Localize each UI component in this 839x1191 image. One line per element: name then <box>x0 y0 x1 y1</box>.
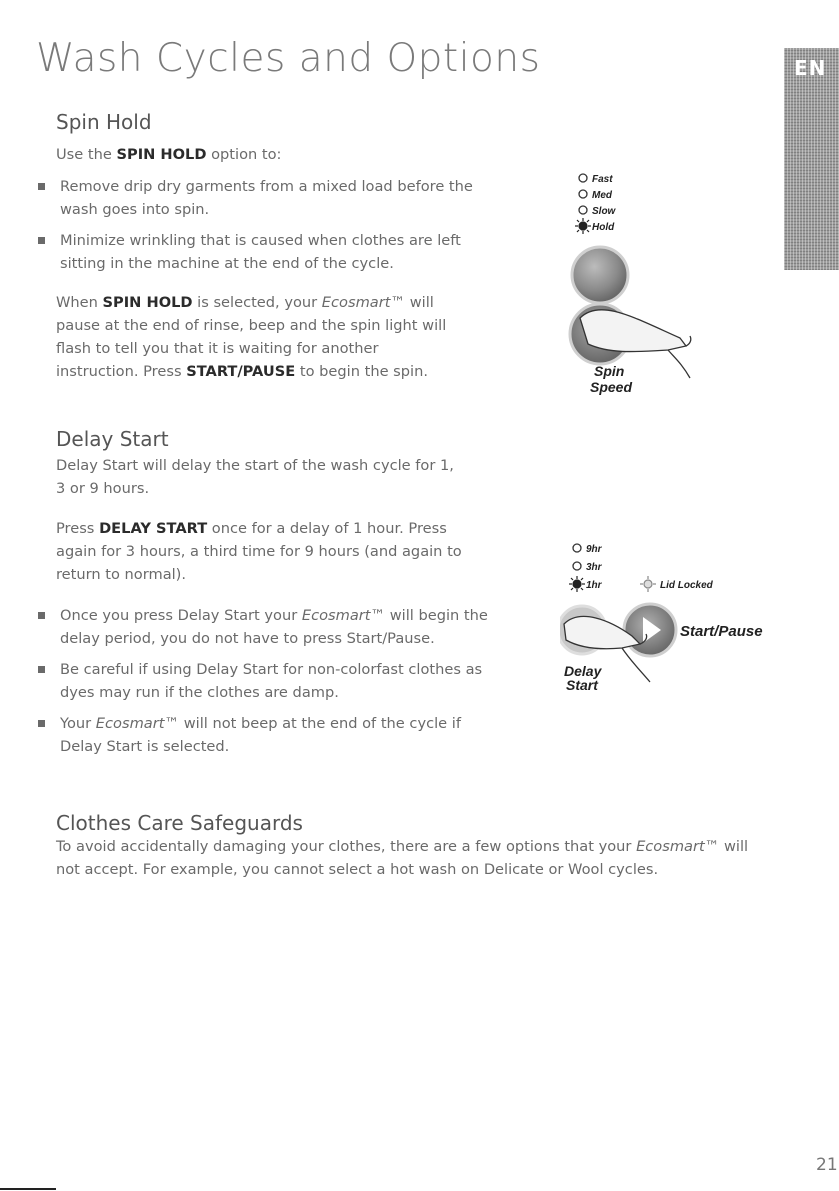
delay-start-intro: Delay Start will delay the start of the wash cycle for 1, 3 or 9 hours. <box>56 457 454 497</box>
option-label: 9hr <box>586 544 602 555</box>
button-label: Spin <box>594 363 625 379</box>
button-label: Speed <box>590 379 633 395</box>
option-fast <box>579 174 613 185</box>
list-item: Once you press Delay Start your Ecosmart™ will begin the delay period, you do not have to press Start/Pause. <box>38 604 493 650</box>
option-label: Hold <box>592 222 615 233</box>
start-pause-label: Start/Pause <box>680 623 763 640</box>
list-item: Your Ecosmart™ will not beep at the end of the cycle if Delay Start is selected. <box>38 712 493 758</box>
round-button-icon <box>572 247 628 303</box>
option-label: Slow <box>592 206 616 217</box>
spin-speed-panel-illustration <box>540 168 720 408</box>
bullet-square-icon <box>38 237 45 244</box>
led-off-icon <box>573 544 581 552</box>
list-item: Remove drip dry garments from a mixed load before the wash goes into spin. <box>38 175 493 221</box>
delay-start-bullet-list <box>38 604 493 758</box>
option-label: Fast <box>592 174 613 185</box>
finger-outline <box>686 336 691 346</box>
delay-start-heading: Delay Start <box>56 427 169 451</box>
option-3hr <box>573 562 603 573</box>
button-label: Start <box>566 677 598 693</box>
led-off-icon <box>579 190 587 198</box>
safeguards-text: To avoid accidentally damaging your clothes, there are a few options that your Ecosmart™ will not accept. For example, you cannot select a hot wash on Delicate or Wool cycles. <box>56 838 749 878</box>
safeguards-heading: Clothes Care Safeguards <box>56 811 303 835</box>
option-hold <box>575 218 615 234</box>
lid-locked-indicator <box>640 576 714 592</box>
bullet-square-icon <box>38 183 45 190</box>
language-side-tab <box>784 48 839 270</box>
spin-hold-bullet-list <box>38 175 493 275</box>
lid-locked-label: Lid Locked <box>660 580 713 591</box>
delay-start-instructions: Press DELAY START once for a delay of 1 hour. Press again for 3 hours, a third time for 9 hours (and again to return to normal). <box>56 520 462 583</box>
page-title: Wash Cycles and Options <box>36 36 541 81</box>
option-label: 1hr <box>586 580 602 591</box>
spin-hold-heading: Spin Hold <box>56 110 152 134</box>
delay-start-panel-illustration <box>560 532 820 712</box>
bullet-square-icon <box>38 612 45 619</box>
finger-outline <box>668 350 690 378</box>
option-med <box>579 190 613 201</box>
led-off-icon <box>573 562 581 570</box>
pressing-finger-icon <box>580 310 686 352</box>
list-item: Minimize wrinkling that is caused when clothes are left sitting in the machine at the end of the cycle. <box>38 229 493 275</box>
spin-hold-intro: Use the SPIN HOLD option to: <box>56 146 282 163</box>
led-lit-icon <box>569 576 585 592</box>
option-label: Med <box>592 190 612 201</box>
button-label: Delay <box>564 663 602 679</box>
footer-rule <box>0 1188 56 1190</box>
option-9hr <box>573 544 603 555</box>
led-lit-icon <box>575 218 591 234</box>
bullet-square-icon <box>38 666 45 673</box>
page-number: 21 <box>816 1155 838 1175</box>
spin-hold-description: When SPIN HOLD is selected, your Ecosmart™ will pause at the end of rinse, beep and the spin light will flash to tell you that it is waiting for another instruction. Press START/PAUSE to begin the spin. <box>56 294 447 380</box>
option-slow <box>579 206 617 217</box>
led-lit-icon <box>640 576 656 592</box>
bullet-square-icon <box>38 720 45 727</box>
language-tab-label: EN <box>794 56 827 80</box>
led-off-icon <box>579 206 587 214</box>
list-item: Be careful if using Delay Start for non-colorfast clothes as dyes may run if the clothes are damp. <box>38 658 493 704</box>
led-off-icon <box>579 174 587 182</box>
option-1hr <box>569 576 603 592</box>
option-label: 3hr <box>586 562 602 573</box>
